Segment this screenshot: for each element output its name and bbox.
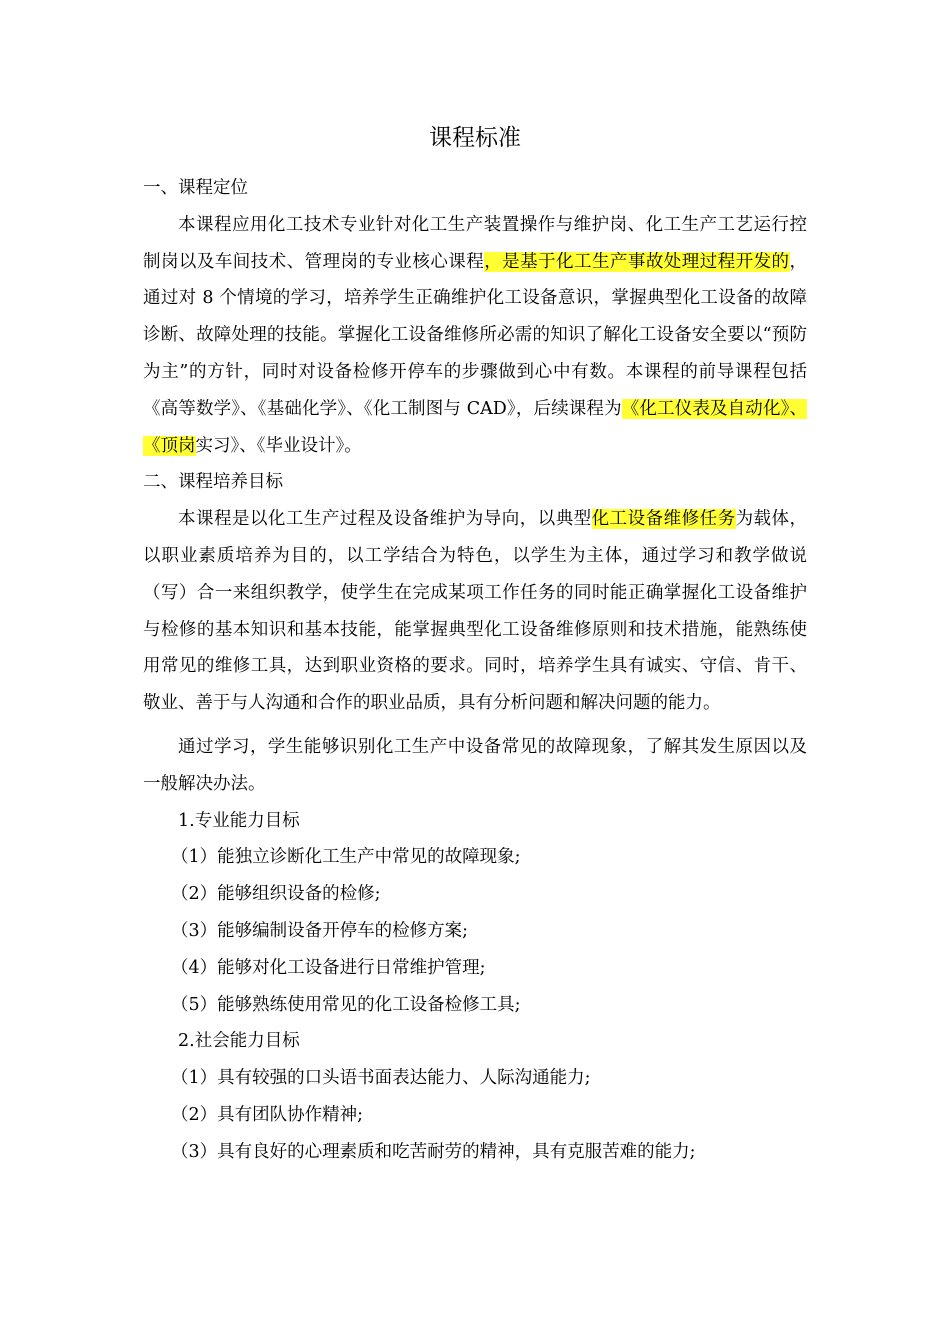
- list-item: （1）具有较强的口头语书面表达能力、人际沟通能力;: [171, 1068, 591, 1089]
- list-item: （3）具有良好的心理素质和吃苦耐劳的精神，具有克服苦难的能力;: [171, 1141, 696, 1162]
- section-heading-training-goals: 二、课程培养目标: [143, 472, 283, 493]
- highlighted-text: ，是基于化工生产事故处理过程开发的: [484, 251, 790, 272]
- list-item: （1）能独立诊断化工生产中常见的故障现象;: [171, 847, 521, 868]
- paragraph-learning-outcome: 通过学习，学生能够识别化工生产中设备常见的故障现象，了解其发生原因以及一般解决办法。: [143, 736, 807, 794]
- list-item: （5）能够熟练使用常见的化工设备检修工具;: [171, 994, 521, 1015]
- list-item: （2）能够组织设备的检修;: [171, 884, 381, 905]
- document-title: 课程标准: [429, 125, 521, 151]
- subheading-social-ability: 2.社会能力目标: [178, 1031, 300, 1052]
- section-heading-course-positioning: 一、课程定位: [143, 178, 248, 198]
- text-run: 本课程应用化工技术专业针对化工生产装置操作与维护岗、化工生产工艺运行控制岗以及车间技术、管理岗的专业核心课程: [143, 214, 807, 272]
- list-item: （4）能够对化工设备进行日常维护管理;: [171, 957, 486, 978]
- highlighted-text: 《化工仪表及自动化》、《顶岗: [143, 398, 808, 456]
- text-run: 为载体，以职业素质培养为目的，以工学结合为特色，以学生为主体，通过学习和教学做说（写）合一来组织教学，使学生在完成某项工作任务的同时能正确掌握化工设备维护与检修的基本知识和基本技能，能掌握典型化工设备维修原则和技术措施，能熟练使用常见的维修工具，达到职业资格的要求。同时，培养学生具有诚实、守信、肯干、敬业、善于与人沟通和合作的职业品质，具有分析问题和解决问题的能力。: [143, 509, 808, 714]
- text-run: ，通过对 8 个情境的学习，培养学生正确维护化工设备意识，掌握典型化工设备的故障诊断、故障处理的技能。掌握化工设备维修所必需的知识了解化工设备安全要以“预防为主”的方针，同时对设备检修开停车的步骤做到心中有数。本课程的前导课程包括《高等数学》、《基础化学》、《化工制图与 CAD》，后续课程为: [143, 251, 808, 419]
- subheading-professional-ability: 1.专业能力目标: [178, 810, 300, 831]
- text-run: 实习》、《毕业设计》。: [195, 435, 362, 456]
- paragraph-training-goals: [143, 501, 807, 722]
- paragraph-course-positioning: [143, 207, 807, 465]
- list-item: （3）能够编制设备开停车的检修方案;: [171, 920, 469, 941]
- highlighted-text: 化工设备维修任务: [591, 509, 736, 530]
- list-item: （2）具有团队协作精神;: [171, 1104, 364, 1125]
- text-run: 本课程是以化工生产过程及设备维护为导向，以典型: [178, 509, 592, 530]
